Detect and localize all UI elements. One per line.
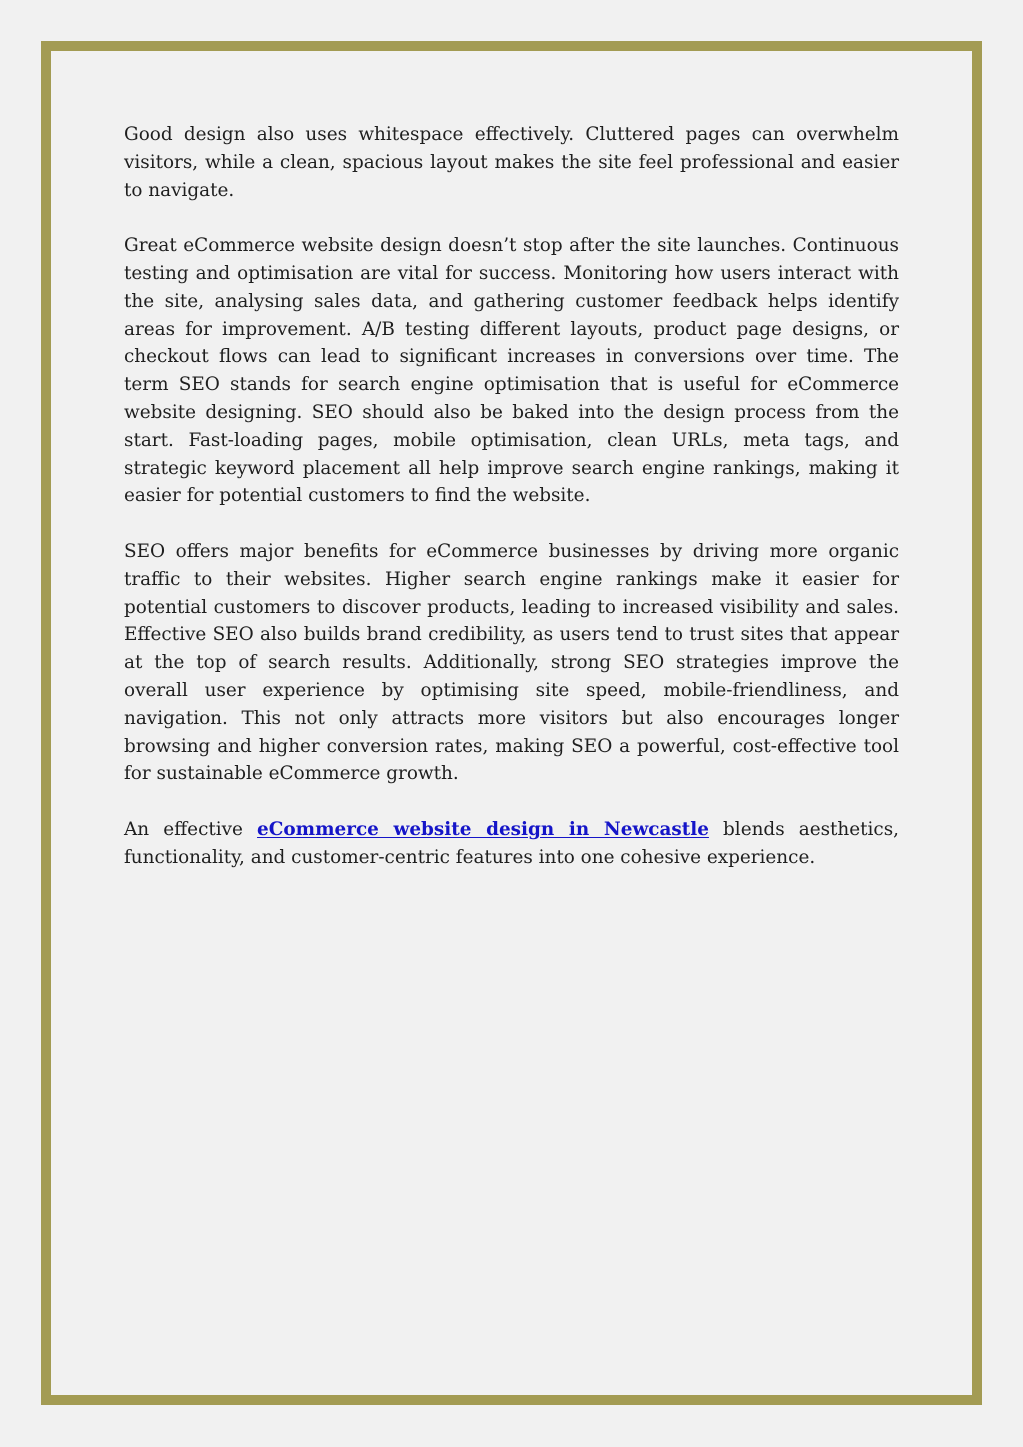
paragraph-closing	[124, 816, 899, 872]
paragraph-testing-optimisation: Great eCommerce website design doesn’t stop after the site launches. Continuous testing and optimisation are vital for success. Monitoring how users interact with the site, analysing sales data, and gathering customer feedback helps identify areas for improvement. A/B testing different layouts, product page designs, or checkout flows can lead to significant increases in conversions over time. The term SEO stands for search engine optimisation that is useful for eCommerce website designing. SEO should also be baked into the design process from the start. Fast-loading pages, mobile optimisation, clean URLs, meta tags, and strategic keyword placement all help improve search engine rankings, making it easier for potential customers to find the website.	[124, 235, 899, 507]
document-body	[124, 121, 899, 899]
ecommerce-design-newcastle-link[interactable]: eCommerce website design in Newcastle	[257, 818, 709, 840]
closing-text-before-link: An effective	[124, 818, 258, 840]
paragraph-whitespace: Good design also uses whitespace effectively. Cluttered pages can overwhelm visitors, while a clean, spacious layout makes the site feel professional and easier to navigate.	[124, 124, 899, 201]
closing-text-after-link: blends aesthetics, functionality, and customer-centric features into one cohesive experience.	[124, 818, 899, 868]
paragraph-seo-benefits: SEO offers major benefits for eCommerce businesses by driving more organic traffic to their websites. Higher search engine rankings make it easier for potential customers to discover products, leading to increased visibility and sales. Effective SEO also builds brand credibility, as users tend to trust sites that appear at the top of search results. Additionally, strong SEO strategies improve the overall user experience by optimising site speed, mobile-friendliness, and navigation. This not only attracts more visitors but also encourages longer browsing and higher conversion rates, making SEO a powerful, cost-effective tool for sustainable eCommerce growth.	[124, 540, 899, 785]
